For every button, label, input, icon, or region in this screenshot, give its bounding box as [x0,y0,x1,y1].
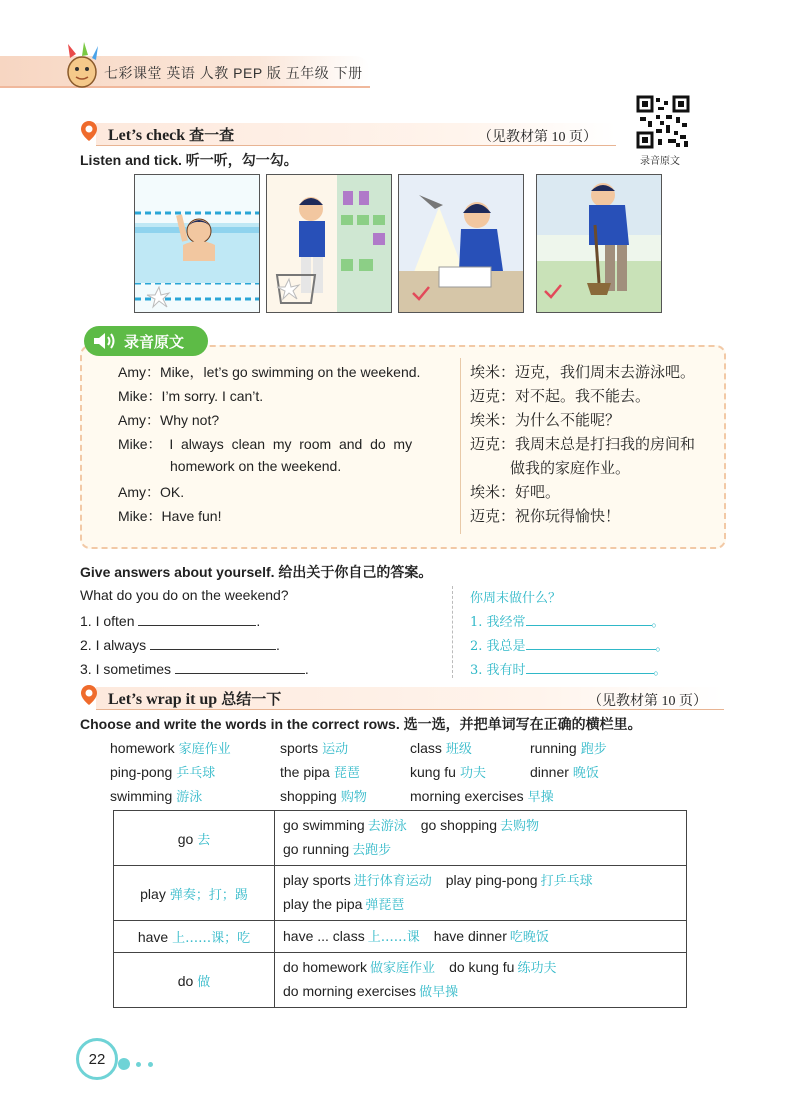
header-title: 七彩课堂 英语 人教 PEP 版 五年级 下册 [104,65,363,81]
answer-row-3 [80,659,309,677]
phrase-cn-hint: 吃晚饭 [509,929,549,945]
word-bank-item [410,786,554,805]
phrase-en: go shopping [420,817,498,833]
word-cn-hint: 晚饭 [572,766,599,781]
transcript-en-line: Amy：OK. [118,484,185,500]
phrase-line [283,980,678,1004]
check-instruction: Listen and tick. 听一听，勾一勾。 [80,152,298,168]
verb-cn-hint: 上……课；吃 [172,931,251,946]
verb-en: go [177,830,194,847]
word-en: kung fu [410,764,456,780]
phrase-cn-hint: 做早操 [419,985,459,1000]
word-cn-hint: 跑步 [580,742,607,757]
word-en: swimming [110,788,173,804]
phrase-line [283,925,678,949]
answer-blank[interactable] [175,659,305,674]
word-bank-item [410,738,472,757]
wrap-page-ref: （见教材第 10 页） [588,694,707,709]
location-pin-icon [80,120,98,142]
verb-cn-hint: 弹奏；打；踢 [169,887,248,903]
verb-table-row [114,921,687,953]
phrase-en: do morning exercises [283,983,417,999]
verb-cn-hint: 做 [197,974,211,990]
phrase-cell[interactable] [275,953,687,1008]
word-cn-hint: 运动 [322,742,349,757]
page-number: 22 [76,1038,118,1080]
verb-cell [114,866,275,921]
picture-shopping [266,174,392,313]
answers-divider [452,586,454,678]
word-en: ping-pong [110,764,173,780]
answers-question: What do you do on the weekend? [80,587,289,603]
answer-cn-blank[interactable] [526,611,652,626]
answer-cn-row-1 [470,611,665,630]
word-cn-hint: 琵琶 [333,766,360,781]
answer-period: . [304,661,309,677]
answer-cn-blank[interactable] [526,659,654,674]
transcript-en-line: Amy：Mike，let’s go swimming on the weekend. [118,364,421,380]
answer-cn-period: 。 [655,639,669,654]
phrase-en: go swimming [283,817,365,833]
word-en: morning exercises [410,788,524,804]
phrase-en: play the pipa [283,896,363,912]
phrase-cn-hint: 去跑步 [352,843,392,858]
transcript-cn [470,361,720,529]
phrase-cn-hint: 上……课 [367,929,420,945]
verb-en: do [177,972,194,989]
transcript-cn-line: 埃米：为什么不能呢？ [470,411,621,429]
word-cn-hint: 乒乓球 [176,766,216,781]
phrase-line [283,838,678,862]
page-dot-small [136,1062,141,1067]
location-pin-icon [80,684,98,706]
transcript-en-line: homework on the weekend. [170,458,342,474]
picture-homework [398,174,524,313]
verb-cn-hint: 去 [197,832,211,848]
transcript-tag [84,326,208,356]
transcript-cn-line: 埃米：迈克，我们周末去游泳吧。 [470,363,696,381]
phrase-cn-hint: 打乒乓球 [540,874,593,889]
word-bank-item [530,738,607,757]
transcript-en-line: Mike：Have fun! [118,508,222,524]
answer-cn-period: 。 [651,615,665,630]
wrap-instruction: Choose and write the words in the correct rows. 选一选，并把单词写在正确的横栏里。 [80,716,642,732]
phrase-cn-hint: 做家庭作业 [370,961,436,976]
word-bank-item [110,786,202,805]
phrase-en: play sports [283,872,351,888]
transcript-en-line: Mike： I always clean my room and do my [118,436,413,452]
verb-cell [114,811,275,866]
verb-en: have [137,929,169,945]
check-title: Let’s check 查一查 [108,126,235,144]
check-page-ref: （见教材第 10 页） [478,130,597,145]
qr-label: 录音原文 [640,156,680,167]
phrase-cn-hint: 去购物 [500,819,540,834]
phrase-en: do kung fu [449,959,515,975]
phrase-en: go running [283,841,350,857]
verb-table-row [114,866,687,921]
phrase-cn-hint: 进行体育运动 [353,874,432,889]
transcript-en-line: Mike：I’m sorry. I can’t. [118,388,264,404]
answers-instruction: Give answers about yourself. 给出关于你自己的答案。 [80,564,433,580]
phrase-cn-hint: 去游泳 [367,819,407,834]
answer-cn-label: 2. 我总是 [470,639,526,654]
word-en: homework [110,740,175,756]
word-bank-item [280,738,348,757]
verb-cell [114,953,275,1008]
verb-table-row [114,953,687,1008]
word-bank-item [280,786,367,805]
transcript-tag-label: 录音原文 [124,332,185,351]
answer-label: 2. I always [80,637,147,653]
picture-cleaning [536,174,662,313]
answer-label: 3. I sometimes [80,661,172,677]
verb-cell [114,921,275,953]
answer-cn-period: 。 [653,663,667,678]
verb-table-row [114,811,687,866]
mascot-icon [60,40,104,90]
word-cn-hint: 班级 [445,742,472,757]
answer-period: . [276,637,280,653]
transcript-cn-line: 埃米：好吧。 [470,483,561,501]
phrase-cn-hint: 练功夫 [517,961,557,976]
answer-cn-row-2 [470,635,669,654]
transcript-en-line: Amy：Why not? [118,412,220,428]
phrase-cell[interactable] [275,921,687,953]
wrap-title: Let’s wrap it up 总结一下 [108,690,282,708]
word-cn-hint: 家庭作业 [178,742,231,757]
page-dot-small [148,1062,153,1067]
word-cn-hint: 功夫 [459,766,486,781]
verb-table [113,810,687,1008]
answer-period: . [256,613,261,629]
transcript-cn-line: 做我的家庭作业。 [510,459,631,477]
word-en: sports [280,740,319,756]
word-en: the pipa [280,764,330,780]
answer-cn-label: 1. 我经常 [470,615,526,630]
answers-question-cn: 你周末做什么？ [470,591,562,606]
header-rule [0,86,370,88]
word-cn-hint: 早操 [527,790,554,805]
phrase-cell[interactable] [275,811,687,866]
answer-label: 1. I often [80,613,135,629]
word-bank-item [110,762,215,781]
word-bank-item [280,762,360,781]
answer-row-2 [80,635,280,653]
answer-blank[interactable] [138,611,256,626]
word-bank-item [530,762,599,781]
word-en: running [530,740,577,756]
phrase-line [283,869,678,893]
word-en: dinner [530,764,569,780]
answer-row-1 [80,611,260,629]
verb-en: play [140,885,166,902]
word-cn-hint: 购物 [340,790,367,805]
phrase-line [283,814,678,838]
phrase-en: have ... class [283,927,365,944]
word-bank-item [410,762,486,781]
transcript-cn-line: 迈克：我周末总是打扫我的房间和 [470,435,696,453]
answer-cn-blank[interactable] [526,635,656,650]
page-dot-large [118,1058,130,1070]
word-en: shopping [280,788,337,804]
picture-swimming [134,174,260,313]
word-cn-hint: 游泳 [176,790,203,805]
transcript-cn-line: 迈克：祝你玩得愉快！ [470,507,621,525]
phrase-line [283,893,678,917]
transcript-en [118,362,454,530]
phrase-line [283,956,678,980]
transcript-cn-line: 迈克：对不起。我不能去。 [470,387,651,405]
answer-cn-label: 3. 我有时 [470,663,526,678]
phrase-en: do homework [283,959,368,975]
phrase-cell[interactable] [275,866,687,921]
word-en: class [410,740,442,756]
qr-code-icon[interactable] [636,95,690,149]
phrase-en: play ping-pong [445,872,538,888]
phrase-en: have dinner [433,927,507,944]
answer-blank[interactable] [150,635,276,650]
speaker-icon [92,330,118,352]
transcript-divider [460,358,461,534]
word-bank-item [110,738,231,757]
answer-cn-row-3 [470,659,667,678]
phrase-cn-hint: 弹琵琶 [365,898,405,913]
